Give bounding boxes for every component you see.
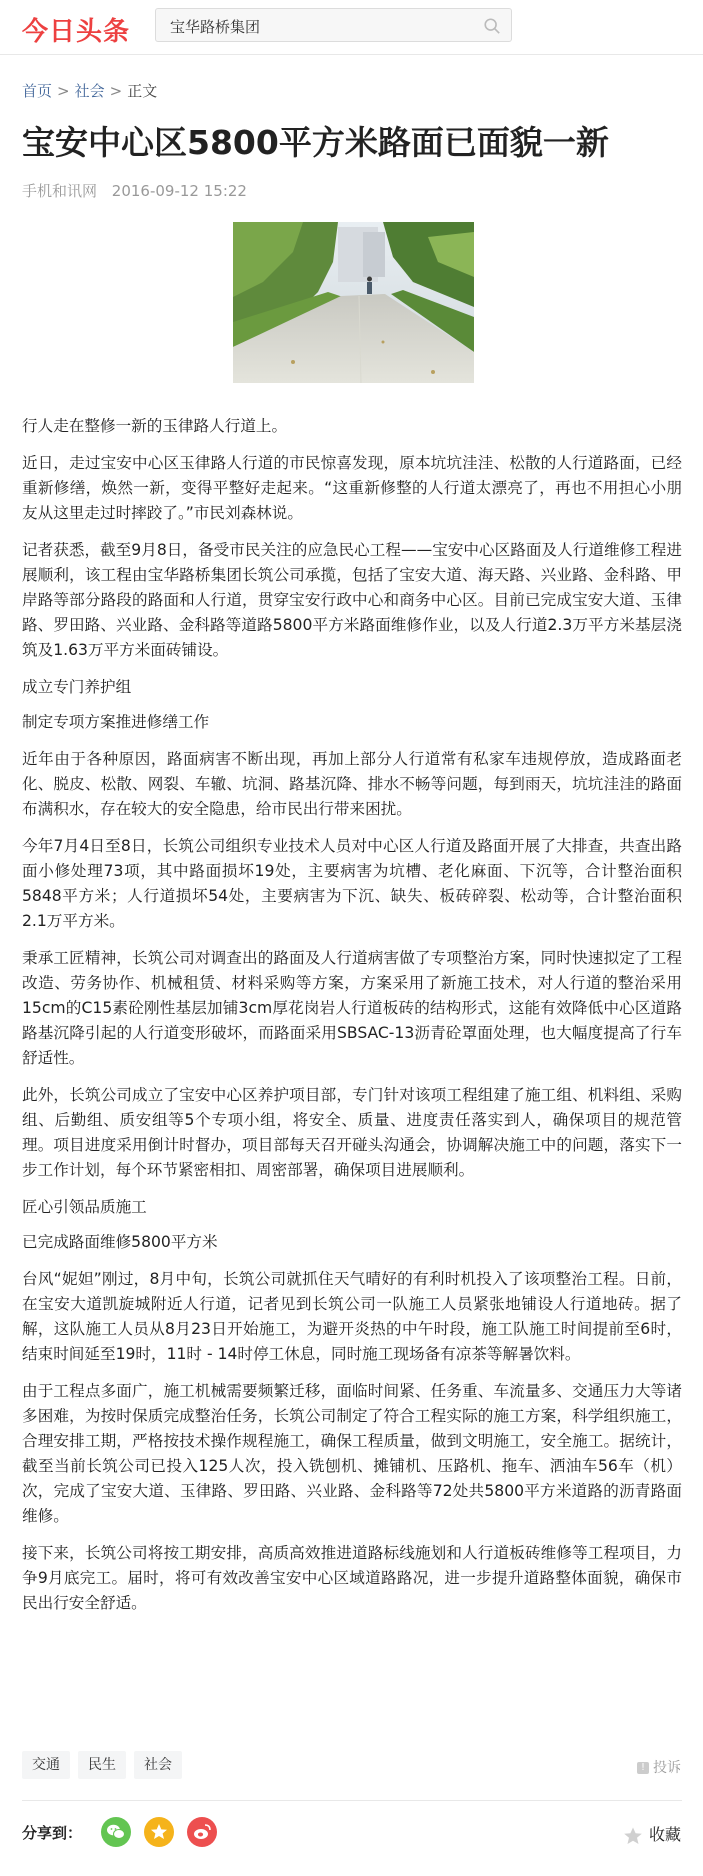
article-body — [22, 400, 682, 1616]
paragraph: 台风“妮妲”刚过，8月中旬，长筑公司就抓住天气晴好的有利时机投入了该项整治工程。日前，在宝安大道凯旋城附近人行道，记者见到长筑公司一队施工人员紧张地铺设人行道地砖。据了解，这队施工人员从8月23日开始施工，为避开炎热的中午时段，施工队施工时间提前至6时，结束时间延至19时，11时 - 14时停工休息，同时施工现场备有凉茶等解暑饮料。 — [22, 1270, 682, 1363]
paragraph: 秉承工匠精神，长筑公司对调查出的路面及人行道病害做了专项整治方案，同时快速拟定了工程改造、劳务协作、机械租赁、材料采购等方案，方案采用了新施工技术，对人行道的整治采用15cm的C15素砼刚性基层加铺3cm厚花岗岩人行道板砖的结构形式，这能有效降低中心区道路路基沉降引起的人行道变形破坏，而路面采用SBSAC-13沥青砼罩面处理，也大幅度提高了行车舒适性。 — [22, 949, 682, 1067]
tag-item[interactable]: 社会 — [134, 1751, 182, 1779]
divider — [22, 1800, 682, 1801]
paragraph: 接下来，长筑公司将按工期安排，高质高效推进道路标线施划和人行道板砖维修等工程项目，力争9月底完工。届时，将可有效改善宝安中心区域道路路况，进一步提升道路整体面貌，确保市民出行安全舒适。 — [22, 1544, 682, 1612]
section-heading: 已完成路面维修5800平方米 — [22, 1233, 218, 1251]
share-wechat-button[interactable] — [101, 1817, 131, 1847]
search-input[interactable] — [168, 9, 472, 43]
breadcrumb-separator: > — [109, 82, 123, 100]
article-photo — [233, 222, 474, 383]
report-icon: ! — [637, 1762, 649, 1774]
search-box[interactable] — [155, 8, 512, 42]
tag-list — [22, 1751, 190, 1779]
logo[interactable]: 今日头条 — [22, 17, 131, 47]
top-bar — [0, 0, 703, 55]
paragraph: 此外，长筑公司成立了宝安中心区养护项目部，专门针对该项工程组建了施工组、机料组、采购组、后勤组、质安组等5个专项小组，将安全、质量、进度责任落实到人，确保项目的规范管理。项目进度采用倒计时督办，项目部每天召开碰头沟通会，协调解决施工中的问题，落实下一步工作计划，每个环节紧密相扣、周密部署，确保项目进展顺利。 — [22, 1086, 682, 1179]
star-icon — [144, 1817, 174, 1847]
article-source[interactable]: 手机和讯网 — [22, 182, 98, 200]
tag-item[interactable]: 交通 — [22, 1751, 70, 1779]
share-weibo-button[interactable] — [187, 1817, 217, 1847]
tag-item[interactable]: 民生 — [78, 1751, 126, 1779]
paragraph: 今年7月4日至8日，长筑公司组织专业技术人员对中心区人行道及路面开展了大排查，共查出路面小修处理73项，其中路面损坏19处，主要病害为坑槽、老化麻面、下沉等，合计整治面积5848平方米；人行道损坏54处，主要病害为下沉、缺失、板砖碎裂、松动等，合计整治面积2.1万平方米。 — [22, 837, 682, 930]
article-meta — [22, 180, 247, 201]
favorite-label: 收藏 — [648, 1825, 681, 1844]
road-photo-icon — [233, 222, 474, 383]
article-datetime: 2016-09-12 15:22 — [111, 182, 247, 200]
section-heading: 匠心引领品质施工 — [22, 1198, 147, 1216]
section-heading: 成立专门养护组 — [22, 678, 132, 696]
share-label: 分享到： — [22, 1823, 83, 1842]
paragraph: 近日，走过宝安中心区玉律路人行道的市民惊喜发现，原本坑坑洼洼、松散的人行道路面，已经重新修缮，焕然一新，变得平整好走起来。“这重新修整的人行道太漂亮了，再也不用担心小朋友从这里走过时摔跤了。”市民刘森林说。 — [22, 454, 682, 522]
breadcrumb-home[interactable]: 首页 — [22, 82, 53, 100]
share-qzone-button[interactable] — [144, 1817, 174, 1847]
breadcrumb-separator: > — [57, 82, 70, 100]
breadcrumb-section[interactable]: 社会 — [74, 82, 105, 100]
paragraph: 记者获悉，截至9月8日，备受市民关注的应急民心工程——宝安中心区路面及人行道维修工程进展顺利，该工程由宝华路桥集团长筑公司承揽，包括了宝安大道、海天路、兴业路、金科路、甲岸路等部分路段的路面和人行道，贯穿宝安行政中心和商务中心区。目前已完成宝安大道、玉律路、罗田路、兴业路、金科路等道路5800平方米路面维修作业，以及人行道2.3万平方米基层浇筑及1.63万平方米面砖铺设。 — [22, 541, 682, 659]
page-title: 宝安中心区5800平方米路面已面貌一新 — [22, 123, 609, 162]
report-label: 投诉 — [653, 1760, 681, 1776]
section-heading: 制定专项方案推进修缮工作 — [22, 713, 210, 731]
share-bar — [22, 1817, 217, 1849]
paragraph: 近年由于各种原因，路面病害不断出现，再加上部分人行道常有私家车违规停放，造成路面老化、脱皮、松散、网裂、车辙、坑洞、路基沉降、排水不畅等问题，每到雨天，坑坑洼洼的路面布满积水，存在较大的安全隐患，给市民出行带来困扰。 — [22, 750, 682, 818]
breadcrumb — [22, 80, 157, 101]
report-button[interactable] — [637, 1757, 681, 1777]
search-icon[interactable] — [483, 17, 501, 35]
wechat-icon — [101, 1817, 131, 1847]
breadcrumb-current: 正文 — [127, 82, 158, 100]
photo-caption: 行人走在整修一新的玉律路人行道上。 — [22, 417, 288, 435]
weibo-icon — [187, 1817, 217, 1847]
star-outline-icon — [623, 1826, 643, 1846]
paragraph: 由于工程点多面广，施工机械需要频繁迁移，面临时间紧、任务重、车流量多、交通压力大等诸多困难，为按时保质完成整治任务，长筑公司制定了符合工程实际的施工方案，科学组织施工，合理安排工期，严格按技术操作规程施工，确保工程质量，做到文明施工，安全施工。据统计，截至当前长筑公司已投入125人次，投入铣刨机、摊铺机、压路机、拖车、洒油车56车（机）次，完成了宝安大道、玉律路、罗田路、兴业路、金科路等72处共5800平方米道路的沥青路面维修。 — [22, 1382, 682, 1525]
favorite-button[interactable] — [623, 1822, 681, 1846]
